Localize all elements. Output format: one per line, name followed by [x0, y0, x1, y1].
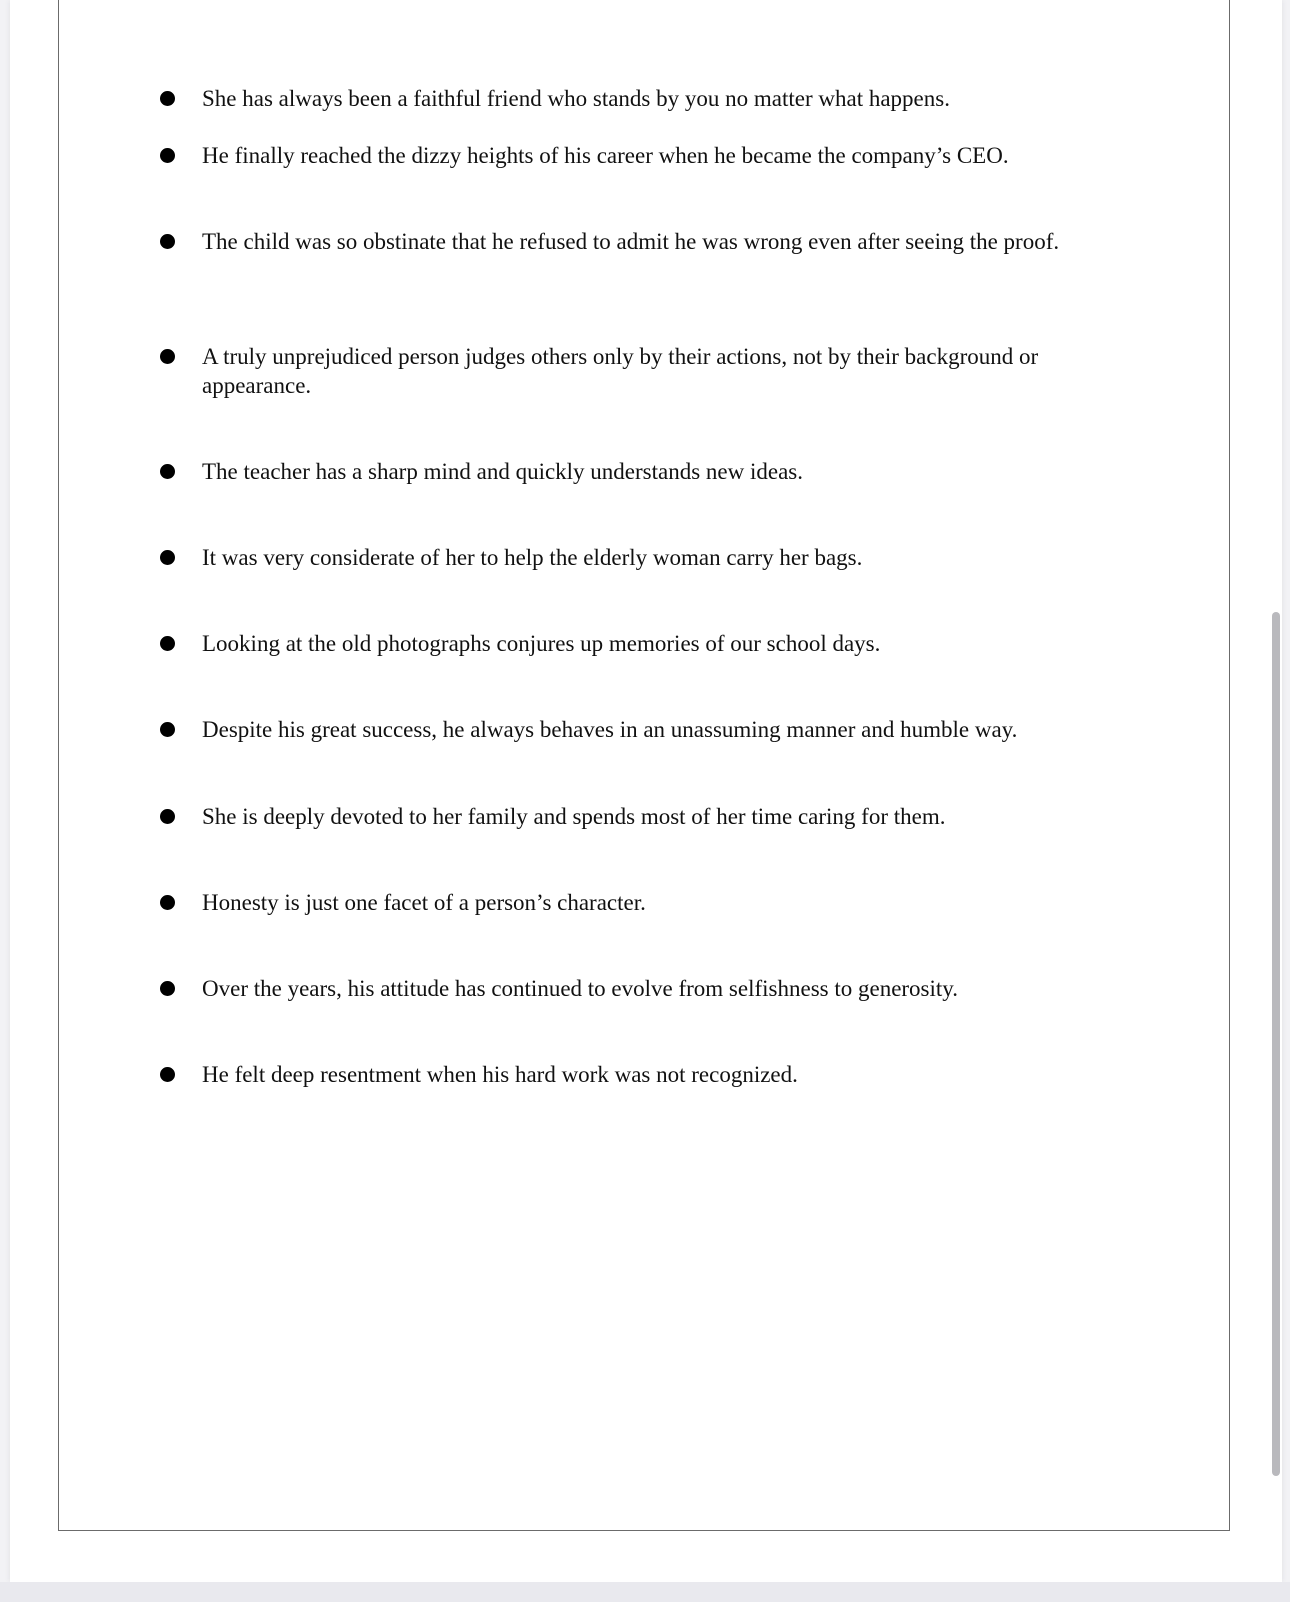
bullet-text: The child was so obstinate that he refused to admit he was wrong even after seeing the proof. [202, 229, 1060, 254]
bullet-icon [160, 349, 175, 364]
bullet-text: She has always been a faithful friend who stands by you no matter what happens. [202, 86, 950, 111]
bullet-icon [160, 148, 175, 163]
bullet-text: She is deeply devoted to her family and spends most of her time caring for them. [202, 804, 946, 829]
viewer-bottom-edge [0, 1582, 1290, 1602]
bullet-text: A truly unprejudiced person judges others only by their actions, not by their background or appearance. [202, 344, 1039, 398]
bullet-icon [160, 981, 175, 996]
document-page [58, 0, 1230, 1531]
bullet-text: Looking at the old photographs conjures up memories of our school days. [202, 631, 881, 656]
bullet-text: Honesty is just one facet of a person’s character. [202, 890, 646, 915]
bullet-icon [160, 895, 175, 910]
scrollbar-thumb[interactable] [1272, 612, 1280, 1476]
bullet-text: It was very considerate of her to help the elderly woman carry her bags. [202, 545, 863, 570]
bullet-text: He felt deep resentment when his hard work was not recognized. [202, 1062, 798, 1087]
bullet-icon [160, 1067, 175, 1082]
bullet-text: Despite his great success, he always behaves in an unassuming manner and humble way. [202, 717, 1018, 742]
bullet-icon [160, 636, 175, 651]
bullet-text: He finally reached the dizzy heights of his career when he became the company’s CEO. [202, 143, 1009, 168]
bullet-icon [160, 809, 175, 824]
bullet-text: Over the years, his attitude has continued to evolve from selfishness to generosity. [202, 976, 959, 1001]
bullet-icon [160, 464, 175, 479]
bullet-icon [160, 550, 175, 565]
bullet-text: The teacher has a sharp mind and quickly understands new ideas. [202, 459, 803, 484]
bullet-icon [160, 91, 175, 106]
bullet-icon [160, 234, 175, 249]
bullet-icon [160, 722, 175, 737]
